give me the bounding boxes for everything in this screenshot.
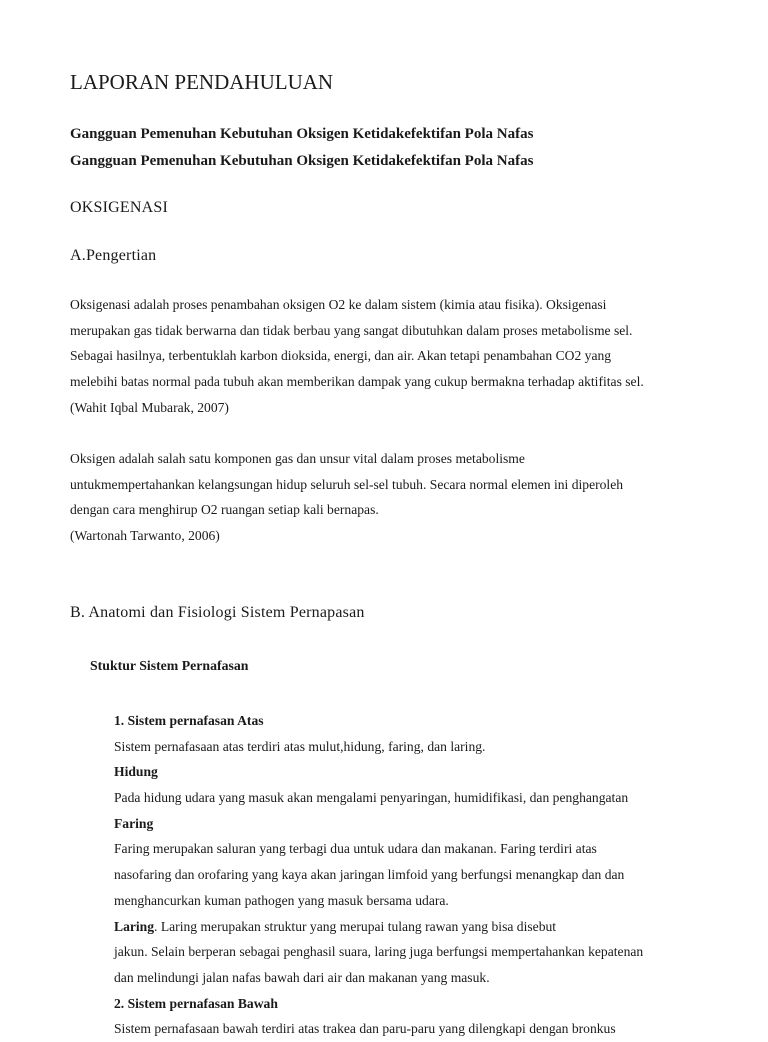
faring-description-line: menghancurkan kuman pathogen yang masuk bersama udara. [114, 892, 449, 908]
document-title: LAPORAN PENDAHULUAN [70, 70, 334, 94]
faring-description-line: Faring merupakan saluran yang terbagi dua untuk udara dan makanan. Faring terdiri atas [114, 841, 597, 857]
laring-description-start: . Laring merupakan struktur yang merupai tulang rawan yang bisa disebut [154, 918, 557, 934]
paragraph-line: Oksigenasi adalah proses penambahan oksigen O2 ke dalam sistem (kimia atau fisika). Oksigenasi [70, 297, 607, 312]
struktur-heading: Stuktur Sistem Pernafasan [90, 658, 249, 673]
citation: (Wartonah Tarwanto, 2006) [70, 528, 220, 544]
paragraph-definition-oksigen [70, 446, 623, 549]
paragraph-line: melebihi batas normal pada tubuh akan memberikan dampak yang cukup bermakna terhadap aktifitas sel. [70, 374, 644, 390]
laring-description-line: jakun. Selain berperan sebagai penghasil suara, laring juga berfungsi mempertahankan kepatenan [114, 944, 644, 960]
laring-description-line: dan melindungi jalan nafas bawah dari air dan makanan yang masuk. [114, 969, 490, 985]
subtitle-1: Gangguan Pemenuhan Kebutuhan Oksigen Ketidakefektifan Pola Nafas [70, 126, 534, 142]
lower-system-heading: 2. Sistem pernafasan Bawah [114, 995, 278, 1011]
faring-label: Faring [114, 815, 154, 831]
respiratory-structure-list [114, 708, 643, 1042]
hidung-label: Hidung [114, 764, 158, 780]
section-a-heading: A.Pengertian [70, 247, 157, 264]
paragraph-line: untukmempertahankan kelangsungan hidup seluruh sel-sel tubuh. Secara normal elemen ini diperoleh [70, 476, 624, 492]
paragraph-definition-oksigenasi [70, 292, 644, 421]
paragraph-line: dengan cara menghirup O2 ruangan setiap kali bernapas. [70, 502, 379, 518]
laring-label: Laring [114, 918, 155, 934]
faring-description-line: nasofaring dan orofaring yang kaya akan jaringan limfoid yang berfungsi menangkap dan dan [114, 867, 625, 883]
laring-line [114, 914, 643, 940]
section-oksigenasi-heading: OKSIGENASI [70, 199, 168, 216]
section-b-heading: B. Anatomi dan Fisiologi Sistem Pernapasan [70, 604, 365, 621]
paragraph-line: Sebagai hasilnya, terbentuklah karbon dioksida, energi, dan air. Akan tetapi penambahan CO2 yang [70, 348, 612, 364]
citation: (Wahit Iqbal Mubarak, 2007) [70, 399, 229, 415]
subtitle-2: Gangguan Pemenuhan Kebutuhan Oksigen Ketidakefektifan Pola Nafas [70, 153, 534, 169]
paragraph-line: Oksigen adalah salah satu komponen gas dan unsur vital dalam proses metabolisme [70, 451, 525, 466]
upper-system-description: Sistem pernafasaan atas terdiri atas mulut,hidung, faring, dan laring. [114, 738, 486, 754]
paragraph-line: merupakan gas tidak berwarna dan tidak berbau yang sangat dibutuhkan dalam proses metabolisme sel. [70, 322, 633, 338]
upper-system-heading: 1. Sistem pernafasan Atas [114, 713, 264, 728]
lower-system-description: Sistem pernafasaan bawah terdiri atas trakea dan paru-paru yang dilengkapi dengan bronkus [114, 1021, 616, 1037]
hidung-description: Pada hidung udara yang masuk akan mengalami penyaringan, humidifikasi, dan penghangatan [114, 790, 629, 806]
